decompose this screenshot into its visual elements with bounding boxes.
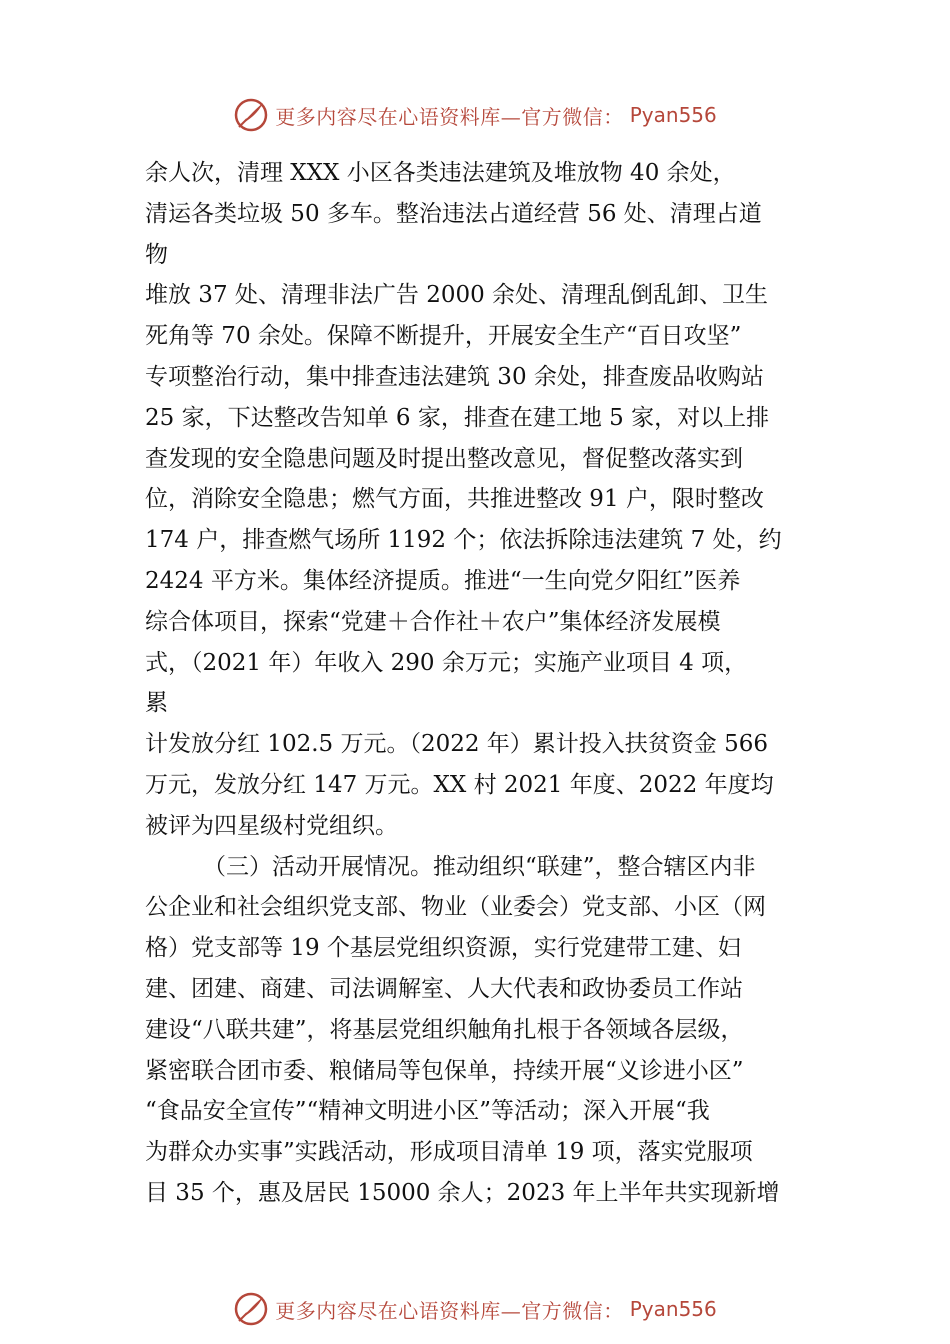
text-line: 余人次，清理 XXX 小区各类违法建筑及堆放物 40 余处， [145,160,736,186]
text-line: 计发放分红 102.5 万元。（2022 年）累计投入扶贫资金 566 [145,731,769,758]
quill-logo-icon [233,1291,269,1327]
text-line: 25 家，下达整改告知单 6 家，排查在建工地 5 家，对以上排 [145,404,770,431]
header-banner [0,93,950,137]
text-line: 清运各类垃圾 50 多车。整治违法占道经营 56 处、清理占道 [145,200,762,227]
text-line: 式，（2021 年）年收入 290 余万元；实施产业项目 4 项， [145,649,748,676]
text-line: 174 户，排查燃气场所 1192 个；依法拆除违法建筑 7 处，约 [145,527,782,554]
text-line: “食品安全宣传”“精神文明进小区”等活动；深入开展“我 [145,1098,710,1125]
text-line: 专项整治行动，集中排查违法建筑 30 余处，排查废品收购站 [145,363,764,390]
banner-text: 更多内容尽在心语资料库—官方微信： [275,104,624,129]
text-line: 公企业和社会组织党支部、物业（业委会）党支部、小区（网 [145,894,766,921]
text-line: 格）党支部等 19 个基层党组织资源，实行党建带工建、妇 [145,935,741,962]
text-line: 死角等 70 余处。保障不断提升，开展安全生产“百日攻坚” [145,323,742,350]
text-line: 累 [145,690,168,717]
text-line: 目 35 个，惠及居民 15000 余人；2023 年上半年共实现新增 [145,1179,780,1206]
text-line: 物 [145,241,168,268]
wechat-id: Pyan556 [629,1297,717,1321]
text-line: 位，消除安全隐患；燃气方面，共推进整改 91 户，限时整改 [145,486,764,513]
text-line: 2424 平方米。集体经济提质。推进“一生向党夕阳红”医养 [145,567,741,594]
text-line: 查发现的安全隐患问题及时提出整改意见，督促整改落实到 [145,445,743,472]
text-line: 万元，发放分红 147 万元。XX 村 2021 年度、2022 年度均 [145,771,774,798]
text-line: 被评为四星级村党组织。 [145,812,398,839]
paragraph-start-line: （三）活动开展情况。推动组织“联建”，整合辖区内非 [203,853,756,880]
text-line: 紧密联合团市委、粮储局等包保单，持续开展“义诊进小区” [145,1057,744,1084]
text-line: 为群众办实事”实践活动，形成项目清单 19 项，落实党服项 [145,1139,753,1166]
text-line: 综合体项目，探索“党建＋合作社＋农户”集体经济发展模 [145,608,721,635]
text-line: 建设“八联共建”，将基层党组织触角扎根于各领域各层级， [145,1016,744,1043]
quill-logo-icon [233,97,269,133]
text-line: 堆放 37 处、清理非法广告 2000 余处、清理乱倒乱卸、卫生 [145,282,769,309]
text-line: 建、团建、商建、司法调解室、人大代表和政协委员工作站 [145,975,743,1002]
document-body [145,153,810,1214]
footer-banner [0,1287,950,1331]
banner-text: 更多内容尽在心语资料库—官方微信： [275,1298,624,1323]
wechat-id: Pyan556 [629,103,717,127]
